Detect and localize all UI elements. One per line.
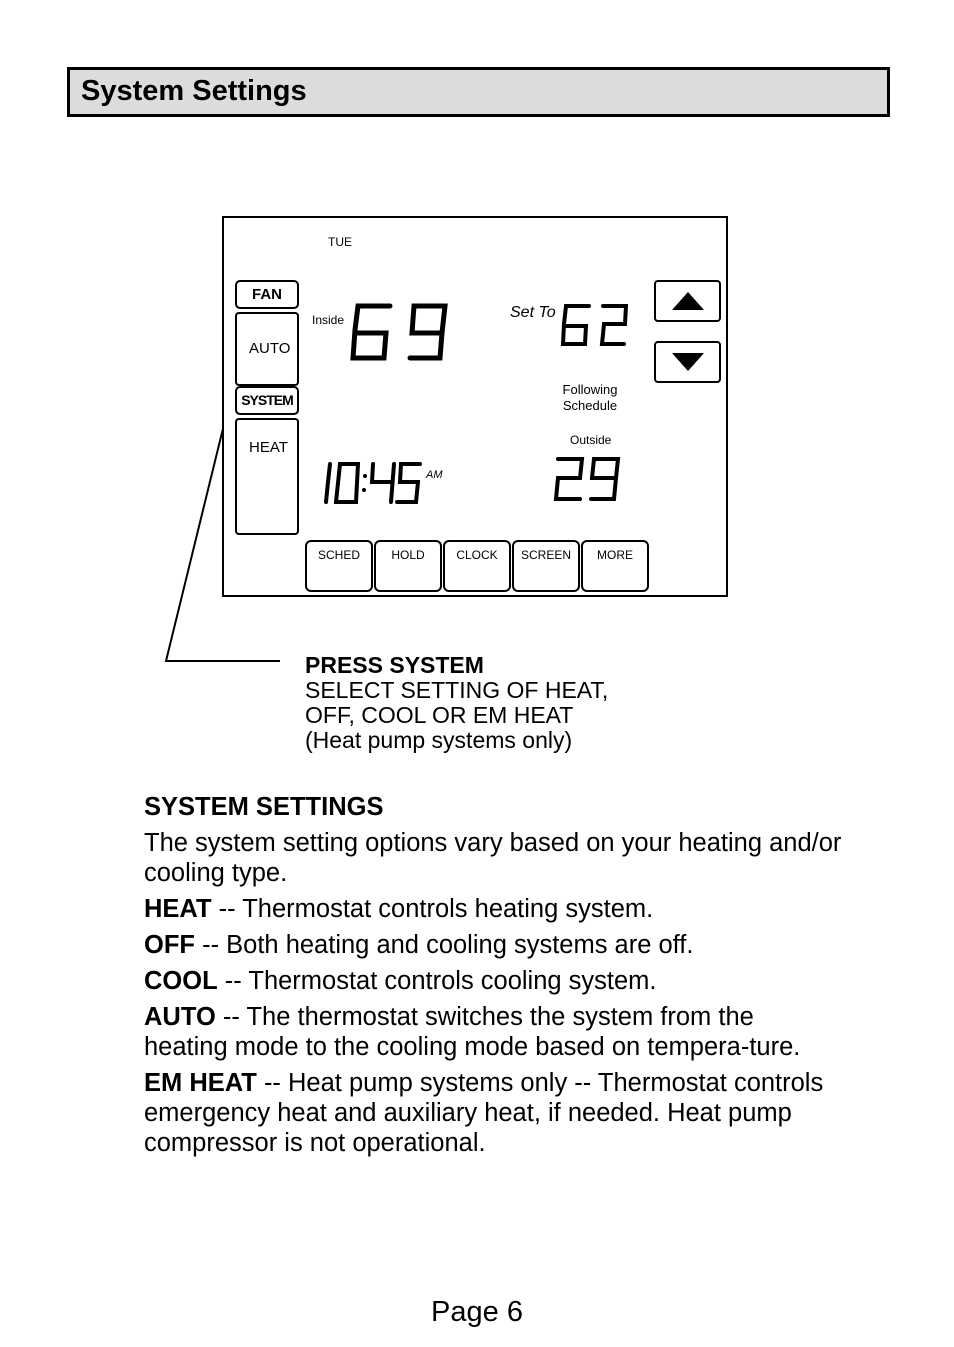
hold-button[interactable] <box>374 540 442 592</box>
fan-mode-panel <box>235 312 299 386</box>
desc: -- Both heating and cooling systems are off. <box>195 931 694 959</box>
system-mode-label: HEAT <box>249 439 288 456</box>
callout-text <box>305 653 608 753</box>
desc: -- Thermostat controls heating system. <box>211 895 654 923</box>
sched-label: SCHED <box>317 548 360 562</box>
desc: -- Heat pump systems only -- Thermostat controls emergency heat and auxiliary heat, if needed. Heat pump compressor is not operational. <box>144 1069 824 1157</box>
body-heading: SYSTEM SETTINGS <box>144 793 384 821</box>
setting-item-heat <box>144 894 844 924</box>
system-button[interactable]: SYSTEM <box>235 386 299 415</box>
system-mode-panel <box>235 418 299 535</box>
am-pm-label: AM <box>426 469 443 481</box>
setting-item-em-heat <box>144 1068 844 1158</box>
temp-down-button[interactable] <box>654 341 721 383</box>
more-button[interactable] <box>581 540 649 592</box>
page-number: Page 6 <box>431 1296 523 1328</box>
body-intro: The system setting options vary based on your heating and/or cooling type. <box>144 829 842 887</box>
fan-button[interactable]: FAN <box>235 280 299 309</box>
outside-label: Outside <box>570 433 612 447</box>
setting-item-auto <box>144 1002 844 1062</box>
down-arrow-icon <box>671 351 705 373</box>
more-label: MORE <box>597 548 633 562</box>
clock-button[interactable] <box>443 540 511 592</box>
screen-button[interactable] <box>512 540 580 592</box>
term: EM HEAT <box>144 1069 257 1097</box>
temp-up-button[interactable] <box>654 280 721 322</box>
set-to-label: Set To <box>510 304 556 321</box>
term: HEAT <box>144 895 212 923</box>
fan-mode-label: AUTO <box>249 340 291 357</box>
hold-label: HOLD <box>391 548 425 562</box>
status-line-1: Following <box>562 382 618 397</box>
callout-title: PRESS SYSTEM <box>305 652 484 678</box>
inside-label: Inside <box>312 313 345 327</box>
term: COOL <box>144 967 218 995</box>
desc: -- The thermostat switches the system from the heating mode to the cooling mode based on tempera-ture. <box>144 1003 801 1061</box>
time-digits <box>320 460 424 508</box>
body-text <box>144 792 844 1164</box>
term: AUTO <box>144 1003 216 1031</box>
sched-button[interactable] <box>305 540 373 592</box>
term: OFF <box>144 931 195 959</box>
outside-temp-digits <box>550 454 622 506</box>
day-label: TUE <box>328 235 352 249</box>
up-arrow-icon <box>671 290 705 312</box>
callout-line-2: OFF, COOL OR EM HEAT <box>305 702 574 728</box>
inside-temp-digits <box>350 300 450 370</box>
setting-item-off <box>144 930 844 960</box>
thermostat-display <box>222 216 728 597</box>
status-line-2: Schedule <box>562 398 618 413</box>
setting-item-cool <box>144 966 844 996</box>
desc: -- Thermostat controls cooling system. <box>217 967 657 995</box>
callout-line-3: (Heat pump systems only) <box>305 727 573 753</box>
callout-line-1: SELECT SETTING OF HEAT, <box>305 677 609 703</box>
screen-label: SCREEN <box>520 548 571 562</box>
schedule-status <box>560 382 620 414</box>
clock-label: CLOCK <box>456 548 498 562</box>
set-temp-digits <box>560 302 632 352</box>
section-title: System Settings <box>81 75 307 107</box>
